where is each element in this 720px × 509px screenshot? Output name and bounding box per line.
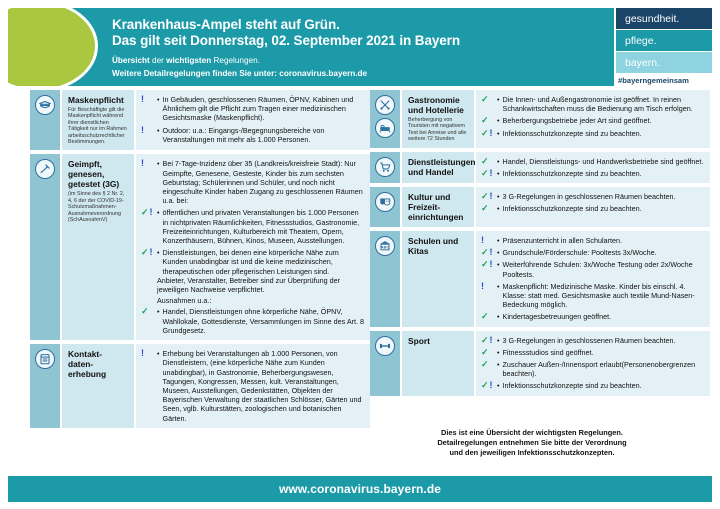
section-title: Gastronomie und Hotellerie — [408, 95, 464, 115]
bullet-text: öffentlichen und privaten Veranstaltungen bis 1.000 Personen in nichtprivaten Räumlichkeiten, Fitnessstudios, Gastronomie, Freizeiteinrichtungen, Kulturbereich mit Theatern, Opern, Konzerthäusern, Bühnen, Kinos, Museen, Ausstellungen. — [162, 208, 360, 246]
brand-logo-block — [616, 8, 712, 86]
section-icon-cell — [30, 154, 60, 340]
bullet-marks — [481, 95, 497, 113]
bullet-dot: • — [157, 159, 160, 169]
bullet-text: Zuschauer Außen-/Innensport erlaubt(Personenobergrenzen beachten). — [502, 360, 696, 379]
section-body-cell — [476, 187, 710, 227]
section-title-cell — [62, 344, 134, 428]
brand-bar-pflege: pflege. — [616, 30, 712, 51]
rule-section-left — [30, 90, 370, 150]
exclamation-mark-icon: ! — [489, 259, 493, 270]
brand-bar-gesundheit: gesundheit. — [616, 8, 712, 29]
section-title-cell — [402, 187, 474, 227]
rule-bullet — [481, 282, 704, 310]
shopping-cart-icon — [375, 157, 395, 177]
section-title: Kontakt- daten- erhebung — [68, 349, 107, 380]
rule-bullet — [481, 192, 704, 201]
rule-bullet — [481, 129, 704, 138]
section-title-cell — [402, 152, 474, 183]
bullet-dot: • — [497, 312, 500, 322]
rule-list — [481, 192, 704, 213]
bullet-marks — [141, 248, 157, 276]
check-mark-icon: ✓ — [481, 203, 489, 214]
exclamation-mark-icon: ! — [489, 191, 493, 202]
rule-list — [481, 157, 704, 178]
rule-section-right — [370, 231, 710, 327]
exclamation-mark-icon: ! — [141, 348, 144, 359]
bullet-text: 3 G-Regelungen in geschlossenen Räumen beachten. — [502, 335, 676, 345]
section-icon-cell — [370, 331, 400, 396]
bullet-marks — [481, 381, 497, 390]
section-title: Sport — [408, 335, 430, 346]
bullet-dot: • — [157, 307, 160, 317]
bullet-text: Erhebung bei Veranstaltungen ab 1.000 Personen, von Dienstleistern, (eine körperliche Nähe zum Kunden unabdingbar), in Gastronomie, Beherbergungswesen, Tagungen, Kongressen, Messen, kult. Veranstaltungen, Museen, Ausstellungen, Gedenkstätten, Objekten der Bayerischen Verwaltung der staatlichen Schlösser, Gärten und Seen, vglb. Kulturstätten, zoologischen und botanischen Gärten. — [162, 349, 362, 423]
bullet-dot: • — [497, 360, 500, 370]
bullet-dot: • — [497, 156, 500, 166]
rule-bullet — [141, 307, 364, 335]
section-icon-cell — [30, 344, 60, 428]
bullet-marks — [141, 307, 157, 335]
bullet-text: Weiterführende Schulen: 3x/Woche Testung oder 2x/Woche Pooltests. — [502, 260, 693, 279]
bullet-text: Handel, Dienstleistungs- und Handwerksbetriebe sind geöffnet. — [502, 156, 704, 166]
exclamation-mark-icon: ! — [141, 124, 144, 135]
section-body-cell — [476, 90, 710, 148]
dumbbell-icon — [375, 336, 395, 356]
section-icon-cell — [370, 152, 400, 183]
bullet-marks — [141, 126, 157, 144]
footer-website-url[interactable]: www.coronavirus.bayern.de — [278, 482, 442, 496]
rule-list — [481, 236, 704, 322]
header-banner — [8, 8, 614, 86]
header-subtitle-bold2: wichtigsten — [166, 56, 212, 65]
section-title-cell — [402, 331, 474, 396]
check-mark-icon: ✓ — [481, 311, 489, 322]
rule-section-right — [370, 187, 710, 227]
section-body-cell — [136, 90, 370, 150]
rule-plain-text: Ausnahmen u.a.: — [157, 296, 212, 306]
rule-section-right — [370, 331, 710, 396]
exclamation-mark-icon: ! — [149, 247, 153, 258]
bullet-marks — [481, 157, 497, 166]
exclamation-mark-icon: ! — [481, 280, 484, 291]
left-column — [30, 90, 370, 432]
rule-bullet — [141, 349, 364, 423]
check-mark-icon: ✓ — [481, 115, 489, 126]
bullet-dot: • — [157, 208, 160, 218]
rule-section-right — [370, 90, 710, 148]
section-body-cell — [476, 331, 710, 396]
rule-list — [141, 95, 364, 144]
check-mark-icon: ✓ — [481, 359, 489, 370]
bullet-text: In Gebäuden, geschlossenen Räumen, ÖPNV, Kabinen und Ähnlichem gilt die Pflicht zum Tragen einer medizinischen Gesichtsmaske (Maskenpflicht). — [162, 95, 354, 123]
bullet-marks — [141, 208, 157, 245]
bullet-text: Infektionsschutzkonzepte sind zu beachten. — [502, 381, 642, 391]
section-body-cell — [476, 231, 710, 327]
bullet-marks — [481, 192, 497, 201]
rule-bullet — [481, 157, 704, 166]
header-title-line1: Krankenhaus-Ampel steht auf Grün. — [112, 17, 340, 32]
section-body-cell — [476, 152, 710, 183]
rule-section-left — [30, 344, 370, 428]
rule-bullet — [141, 126, 364, 144]
bullet-text: Infektionsschutzkonzepte sind zu beachten. — [502, 204, 642, 214]
section-note: (im Sinne des § 2 Nr. 2, 4, 6 der der COVID-19-Schutzmaßnahmen-Ausnahmeverordnung (SchAusnahmV) — [68, 191, 125, 224]
bullet-dot: • — [497, 381, 500, 391]
rule-bullet — [481, 360, 704, 378]
bullet-dot: • — [497, 168, 500, 178]
bullet-text: Infektionsschutzkonzepte sind zu beachten. — [502, 168, 642, 178]
check-mark-icon: ✓ — [141, 247, 149, 258]
bullet-text: Kindertagesbetreuungen geöffnet. — [502, 312, 612, 322]
bullet-text: Maskenpflicht: Medizinische Maske. Kinder bis einschl. 4. Klasse: statt med. Gesichtsmaske auch textile Mund-Nasen-Bedeckung möglich. — [502, 281, 695, 310]
section-title-cell — [402, 90, 474, 148]
section-icon-cell — [370, 187, 400, 227]
bullet-text: Handel, Dienstleistungen ohne körperliche Nähe, ÖPNV, Wahllokale, Gottesdienste, Versammlungen im Sinne des Art. 8 Grundgesetz. — [162, 307, 365, 335]
check-mark-icon: ✓ — [481, 346, 489, 357]
clipboard-icon — [35, 349, 55, 369]
header-text-block — [112, 17, 608, 80]
bullet-dot: • — [497, 335, 500, 345]
bullet-text: Bei 7-Tage-Inzidenz über 35 (Landkreis/kreisfreie Stadt): Nur Geimpfte, Genesene, Gesteste, Kinder bis zum sechsten Geburtstag; Schülerinnen und Schüler, und noch nicht eingeschulte Kinder haben Zugang zu geschlossenen Räumen u.a. bei: — [162, 159, 363, 206]
rule-list — [141, 349, 364, 423]
exclamation-mark-icon: ! — [489, 380, 493, 391]
bullet-text: Dienstleistungen, bei denen eine körperliche Nähe zum Kunden unabdingbar ist und die keine medizinischen, therapeutischen oder pflegerischen Leistungen sind. — [162, 248, 339, 276]
closing-line1: Dies ist eine Übersicht der wichtigsten Regelungen. — [441, 428, 623, 437]
closing-line2: Detailregelungen entnehmen Sie bitte der Verordnung — [437, 438, 627, 447]
rule-bullet — [481, 260, 704, 278]
rule-list — [481, 336, 704, 391]
check-mark-icon: ✓ — [481, 380, 489, 391]
bullet-marks — [481, 260, 497, 278]
rule-bullet — [481, 248, 704, 257]
bullet-marks — [481, 236, 497, 245]
bullet-marks — [481, 336, 497, 345]
footer-bar — [8, 476, 712, 502]
rule-bullet — [141, 248, 364, 276]
section-note: Beherbergung von Touristen mit negativem Test bei Anreise und alle weitere 72 Stunden — [408, 117, 467, 143]
section-title: Kultur und Freizeit- einrichtungen — [408, 192, 464, 223]
section-title: Maskenpflicht — [68, 95, 124, 105]
header-subtitle-normal2: Regelungen. — [211, 56, 260, 65]
check-mark-icon: ✓ — [481, 191, 489, 202]
check-mark-icon: ✓ — [481, 94, 489, 104]
syringe-icon — [35, 159, 55, 179]
bullet-marks — [481, 116, 497, 125]
bullet-dot: • — [497, 260, 500, 270]
exclamation-mark-icon: ! — [489, 247, 493, 258]
rule-bullet — [481, 204, 704, 213]
rule-bullet — [141, 159, 364, 205]
bullet-marks — [141, 159, 157, 205]
bullet-dot: • — [497, 204, 500, 214]
green-traffic-light-circle — [8, 8, 98, 86]
right-column — [370, 90, 710, 400]
check-mark-icon: ✓ — [481, 167, 489, 178]
rule-bullet — [481, 116, 704, 125]
section-icon-cell — [370, 231, 400, 327]
exclamation-mark-icon: ! — [149, 207, 153, 218]
section-icon-cell — [30, 90, 60, 150]
check-mark-icon: ✓ — [481, 247, 489, 258]
header-subtitle — [112, 55, 608, 67]
section-title: Geimpft, genesen, getestet (3G) — [68, 159, 120, 190]
section-title-cell — [62, 154, 134, 340]
rule-section-right — [370, 152, 710, 183]
rule-bullet — [481, 169, 704, 178]
face-mask-icon — [35, 95, 55, 115]
bullet-marks — [141, 95, 157, 123]
rule-bullet — [481, 336, 704, 345]
bullet-dot: • — [157, 95, 160, 104]
bullet-marks — [141, 349, 157, 423]
closing-line3: und den jeweiligen Infektionsschutzkonzepten. — [449, 448, 615, 457]
section-body-cell — [136, 154, 370, 340]
exclamation-mark-icon: ! — [489, 127, 493, 138]
bullet-marks — [481, 360, 497, 378]
cutlery-icon — [375, 95, 395, 115]
bullet-text: Grundschule/Förderschule: Pooltests 3x/Woche. — [502, 248, 657, 258]
header — [8, 8, 712, 86]
header-detail-link-text: Weitere Detailregelungen finden Sie unter: coronavirus.bayern.de — [112, 69, 368, 78]
theatre-masks-icon — [375, 192, 395, 212]
bullet-dot: • — [497, 248, 500, 258]
exclamation-mark-icon: ! — [141, 94, 144, 104]
section-note: Für Beschäftigte gilt die Maskenpflicht während ihrer dienstlichen Tätigkeit nur im Rahmen arbeitsschutzrechtlicher Bestimmungen. — [68, 107, 127, 146]
bullet-dot: • — [497, 95, 500, 104]
bullet-dot: • — [157, 248, 160, 258]
check-mark-icon: ✓ — [481, 259, 489, 270]
rule-bullet — [481, 348, 704, 357]
rule-section-left — [30, 154, 370, 340]
bullet-text: Infektionsschutzkonzepte sind zu beachten. — [502, 128, 642, 138]
school-building-icon — [375, 236, 395, 256]
rule-bullet — [481, 381, 704, 390]
rule-bullet — [481, 95, 704, 113]
exclamation-mark-icon: ! — [489, 334, 493, 345]
brand-bar-bayern: bayern. — [616, 52, 712, 73]
svg-text:ABC: ABC — [380, 244, 390, 250]
header-subtitle-bold1: Übersicht — [112, 56, 150, 65]
bullet-marks — [481, 348, 497, 357]
bullet-marks — [481, 169, 497, 178]
bullet-marks — [481, 248, 497, 257]
section-title: Dienstleistungen und Handel — [408, 156, 476, 177]
check-mark-icon: ✓ — [481, 155, 489, 166]
exclamation-mark-icon: ! — [141, 158, 144, 169]
bullet-marks — [481, 129, 497, 138]
check-mark-icon: ✓ — [481, 334, 489, 345]
rule-list — [481, 95, 704, 138]
bullet-dot: • — [497, 192, 500, 202]
bullet-dot: • — [497, 116, 500, 126]
bullet-dot: • — [157, 125, 160, 135]
bullet-text: Die Innen- und Außengastronomie ist geöffnet. In reinen Schankwirtschaften muss die Bedienung am Tisch erfolgen. — [502, 95, 693, 114]
section-icon-cell — [370, 90, 400, 148]
closing-note — [362, 428, 702, 458]
section-title-cell — [402, 231, 474, 327]
bullet-marks — [481, 282, 497, 310]
bullet-marks — [481, 312, 497, 321]
header-title-line2: Das gilt seit Donnerstag, 02. September 2021 in Bayern — [112, 33, 460, 48]
bullet-text: 3 G-Regelungen in geschlossenen Räumen beachten. — [502, 192, 676, 202]
bullet-text: Outdoor: u.a.: Eingangs-/Begegnungsbereiche von Veranstaltungen mit mehr als 1.000 Personen. — [162, 125, 325, 144]
rule-bullet — [481, 312, 704, 321]
rule-bullet — [481, 236, 704, 245]
section-body-cell — [136, 344, 370, 428]
exclamation-mark-icon: ! — [481, 235, 484, 246]
header-subtitle-normal1: der — [149, 56, 167, 65]
bullet-dot: • — [497, 347, 500, 357]
bullet-dot: • — [497, 236, 500, 246]
section-title: Schulen und Kitas — [408, 236, 459, 257]
bullet-text: Präsenzunterricht in allen Schularten. — [502, 236, 622, 246]
bed-icon — [375, 118, 395, 138]
rule-bullet — [141, 208, 364, 245]
section-title-cell — [62, 90, 134, 150]
exclamation-mark-icon: ! — [489, 167, 493, 178]
bullet-text: Beherbergungsbetriebe jeder Art sind geöffnet. — [502, 116, 652, 126]
rule-plain-text: Anbieter, Veranstalter, Betreiber sind zur Überprüfung der jeweiligen Nachweise verpflichtet. — [157, 275, 340, 295]
bullet-dot: • — [497, 128, 500, 138]
brand-hashtag: #bayerngemeinsam — [618, 76, 689, 85]
rule-bullet — [141, 95, 364, 123]
check-mark-icon: ✓ — [481, 127, 489, 138]
rule-list — [141, 159, 364, 275]
check-mark-icon: ✓ — [141, 207, 149, 218]
bullet-marks — [481, 204, 497, 213]
bullet-dot: • — [497, 281, 500, 291]
bullet-text: Fitnessstudios sind geöffnet. — [502, 347, 594, 357]
bullet-dot: • — [157, 349, 160, 359]
check-mark-icon: ✓ — [141, 306, 149, 317]
rule-list-additional — [141, 307, 364, 335]
